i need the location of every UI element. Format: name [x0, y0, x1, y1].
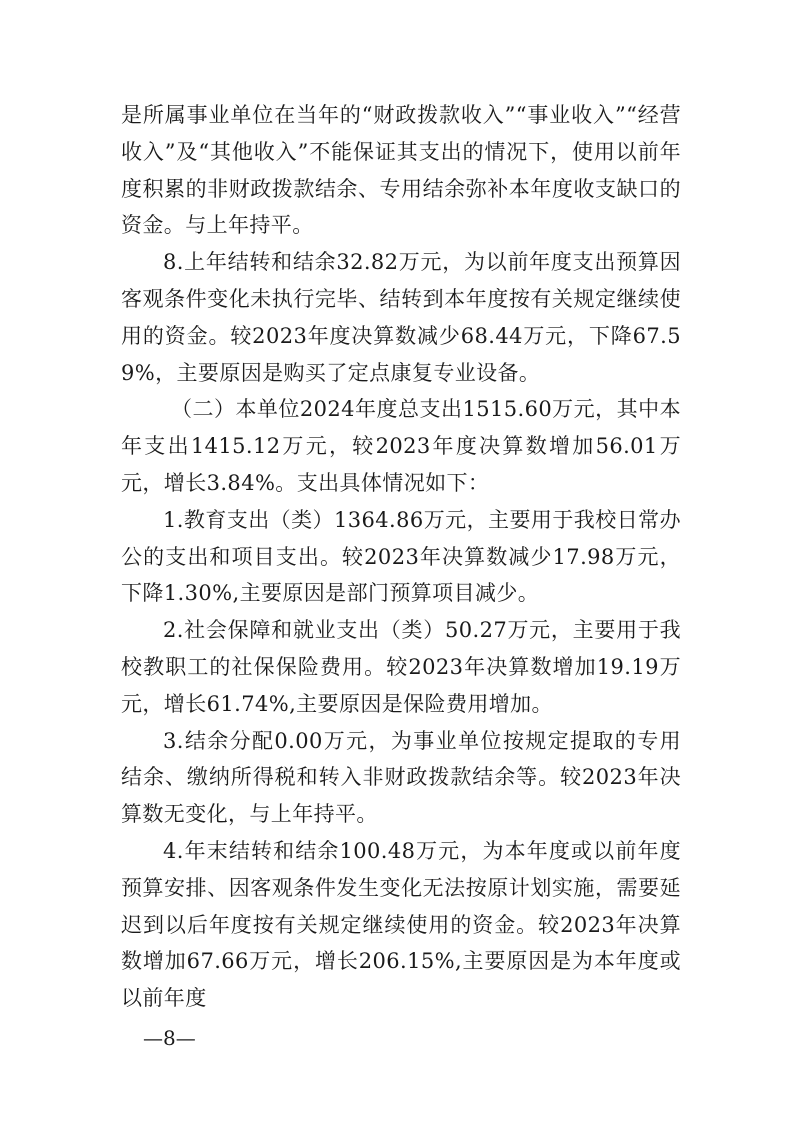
paragraph-total-expenditure: （二）本单位2024年度总支出1515.60万元，其中本年支出1415.12万元，较2023年度决算数增加56.01万元，增长3.84%。支出具体情况如下：: [121, 397, 681, 495]
paragraph-surplus-distribution: 3.结余分配0.00万元，为事业单位按规定提取的专用结余、缴纳所得税和转入非财政拨款结余等。较2023年决算数无变化，与上年持平。: [121, 728, 681, 827]
paragraph-education-expenditure: 1.教育支出（类）1364.86万元，主要用于我校日常办公的支出和项目支出。较2023年决算数减少17.98万元，下降1.30%,主要原因是部门预算项目减少。: [121, 507, 681, 606]
document-body: [121, 97, 681, 1017]
paragraph-carryover-balance: 8.上年结转和结余32.82万元，为以前年度支出预算因客观条件变化未执行完毕、结转到本年度按有关规定继续使用的资金。较2023年度决算数减少68.44万元，下降67.59%，主要原因是购买了定点康复专业设备。: [121, 250, 681, 385]
page-number: —8—: [143, 1026, 196, 1050]
paragraph-social-security-expenditure: 2.社会保障和就业支出（类）50.27万元，主要用于我校教职工的社保保险费用。较2023年决算数增加19.19万元，增长61.74%,主要原因是保险费用增加。: [121, 618, 681, 716]
paragraph-continuation: 是所属事业单位在当年的“财政拨款收入”“事业收入”“经营收入”及“其他收入”不能保证其支出的情况下，使用以前年度积累的非财政拨款结余、专用结余弥补本年度收支缺口的资金。与上年持平。: [121, 103, 681, 238]
paragraph-year-end-balance: 4.年末结转和结余100.48万元，为本年度或以前年度预算安排、因客观条件发生变化无法按原计划实施，需要延迟到以后年度按有关规定继续使用的资金。较2023年决算数增加67.66万元，增长206.15%,主要原因是为本年度或以前年度: [121, 838, 681, 1011]
